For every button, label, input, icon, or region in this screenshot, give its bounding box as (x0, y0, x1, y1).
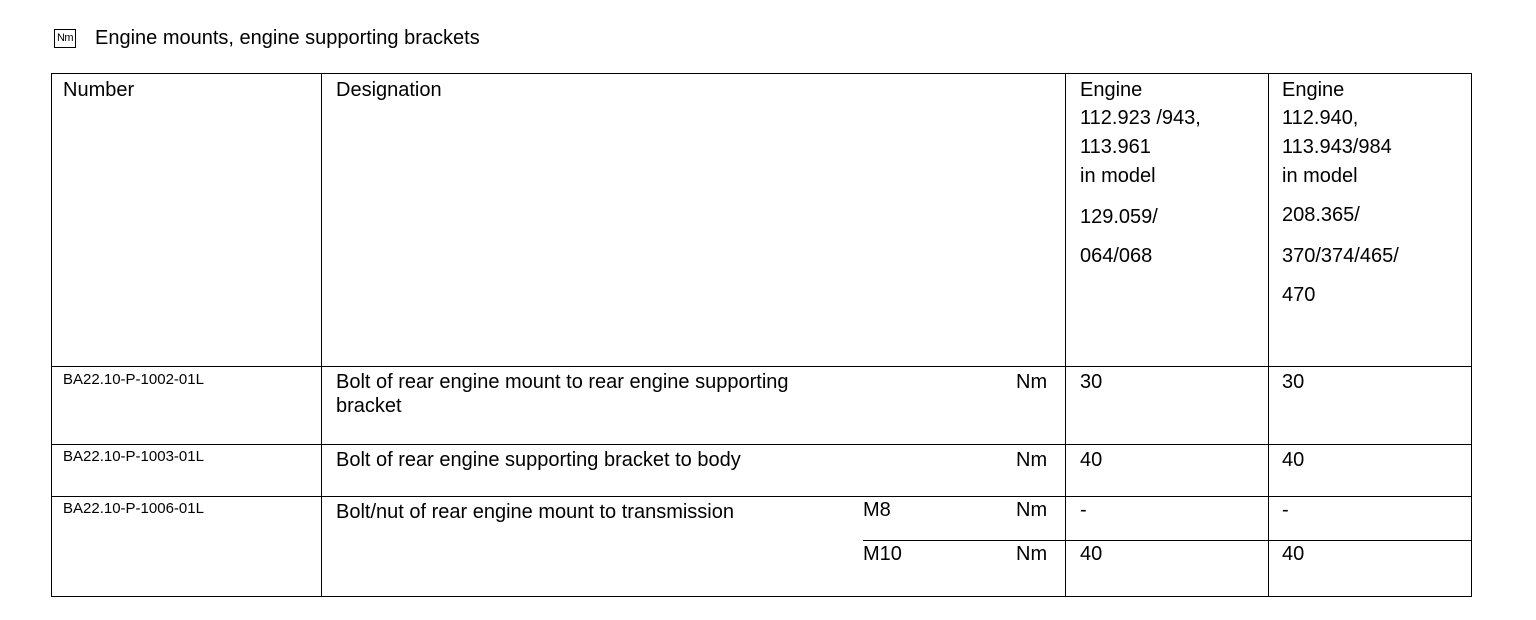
row-number: BA22.10-P-1006-01L (63, 500, 204, 517)
row-value-b: 40 (1282, 543, 1305, 565)
row-number: BA22.10-P-1002-01L (63, 371, 204, 388)
section-title: Engine mounts, engine supporting brackets (95, 26, 480, 49)
row-divider (52, 444, 1471, 445)
header-engine-a-line: in model (1080, 165, 1156, 187)
row-designation: Bolt of rear engine mount to rear engine supporting (336, 371, 789, 393)
thread-size: M10 (863, 543, 902, 565)
header-engine-a-line: 064/068 (1080, 245, 1153, 267)
row-value-b: 40 (1282, 449, 1305, 471)
column-divider (1268, 74, 1269, 596)
header-engine-b-line: 370/374/465/ (1282, 245, 1399, 267)
subrow-divider (863, 540, 1471, 541)
header-engine-b-line: 470 (1282, 284, 1316, 306)
row-designation: bracket (336, 395, 402, 417)
row-designation: Bolt/nut of rear engine mount to transmission (336, 501, 734, 523)
torque-nm-icon: Nm (54, 29, 76, 48)
row-value-a: 30 (1080, 371, 1103, 393)
header-engine-a-line: 129.059/ (1080, 206, 1158, 228)
row-unit: Nm (1016, 543, 1048, 565)
row-number: BA22.10-P-1003-01L (63, 448, 204, 465)
torque-table (51, 73, 1472, 597)
header-engine-b-line: in model (1282, 165, 1358, 187)
row-divider (52, 496, 1471, 497)
column-divider (321, 74, 322, 596)
header-engine-a-line: 112.923 /943, (1080, 107, 1201, 129)
row-value-b: 30 (1282, 371, 1305, 393)
row-value-a: 40 (1080, 449, 1103, 471)
row-value-b: - (1282, 499, 1289, 521)
header-number: Number (63, 79, 135, 101)
thread-size: M8 (863, 499, 891, 521)
header-engine-b-line: 113.943/984 (1282, 136, 1392, 158)
row-value-a: 40 (1080, 543, 1103, 565)
header-designation: Designation (336, 79, 442, 101)
section-heading (54, 25, 480, 51)
header-engine-a-line: 113.961 (1080, 136, 1151, 158)
column-divider (1065, 74, 1066, 596)
header-engine-b-line: Engine (1282, 79, 1345, 101)
header-engine-b-line: 208.365/ (1282, 204, 1360, 226)
row-divider (52, 366, 1471, 367)
row-unit: Nm (1016, 499, 1048, 521)
row-unit: Nm (1016, 449, 1048, 471)
row-designation: Bolt of rear engine supporting bracket to body (336, 449, 741, 471)
header-engine-b-line: 112.940, (1282, 107, 1359, 129)
row-value-a: - (1080, 499, 1087, 521)
row-unit: Nm (1016, 371, 1048, 393)
header-engine-a-line: Engine (1080, 79, 1143, 101)
